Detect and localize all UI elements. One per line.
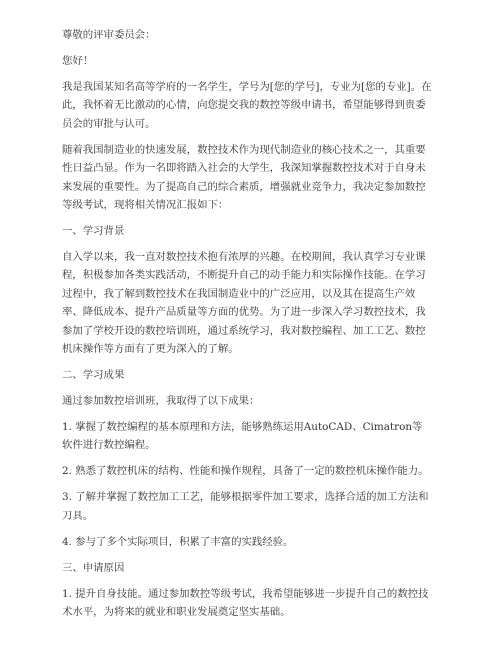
achievement-item-1: 1. 掌握了数控编程的基本原理和方法，能够熟练运用AutoCAD、Cimatron等软件进行数控编程。: [62, 421, 423, 452]
intro-paragraph: 我是我国某知名高等学府的一名学生，学号为[您的学号]，专业为[您的专业]。在此，我怀着无比激动的心情，向您提交我的数控等级申请书，希望能够得到贵委员会的审批与认可。: [62, 81, 432, 130]
achievement-item-2: 2. 熟悉了数控机床的结构、性能和操作规程，具备了一定的数控机床操作能力。: [62, 465, 429, 478]
section-2-heading: 二、学习成果: [62, 369, 125, 382]
salutation: 尊敬的评审委员会：: [62, 29, 156, 41]
reason-item-1: 1. 提升自身技能。通过参加数控等级考试，我希望能够进一步提升自己的数控技术水平，为将来的就业和职业发展奠定坚实基础。: [62, 587, 429, 619]
achievement-item-3: 3. 了解并掌握了数控加工工艺，能够根据零件加工要求，选择合适的加工方法和刀具。: [62, 491, 429, 522]
achievement-item-4: 4. 参与了多个实际项目，积累了丰富的实践经验。: [62, 535, 294, 548]
background-paragraph: 随着我国制造业的快速发展，数控技术作为现代制造业的核心技术之一，其重要性日益凸显。作为一名即将踏入社会的大学生，我深知掌握数控技术对于自身未来发展的重要性。为了提高自己的综合素质，增强就业竞争力，我决定参加数控等级考试，现将相关情况汇报如下：: [62, 143, 426, 212]
section-1-paragraph: 自入学以来，我一直对数控技术抱有浓厚的兴趣。在校期间，我认真学习专业课程，积极参加各类实践活动，不断提升自己的动手能力和实际操作技能。在学习过程中，我了解到数控技术在我国制造业中的广泛应用，以及其在提高生产效率、降低成本、提升产品质量等方面的优势。为了进一步深入学习数控技术，我参加了学校开设的数控培训班，通过系统学习，我对数控编程、加工工艺、数控机床操作等方面有了更为深入的了解。: [62, 251, 426, 356]
section-1-heading: 一、学习背景: [62, 225, 125, 238]
greeting: 您好！: [62, 55, 94, 67]
section-3-heading: 三、申请原因: [62, 561, 125, 574]
section-2-lead: 通过参加数控培训班，我取得了以下成果：: [62, 395, 260, 408]
